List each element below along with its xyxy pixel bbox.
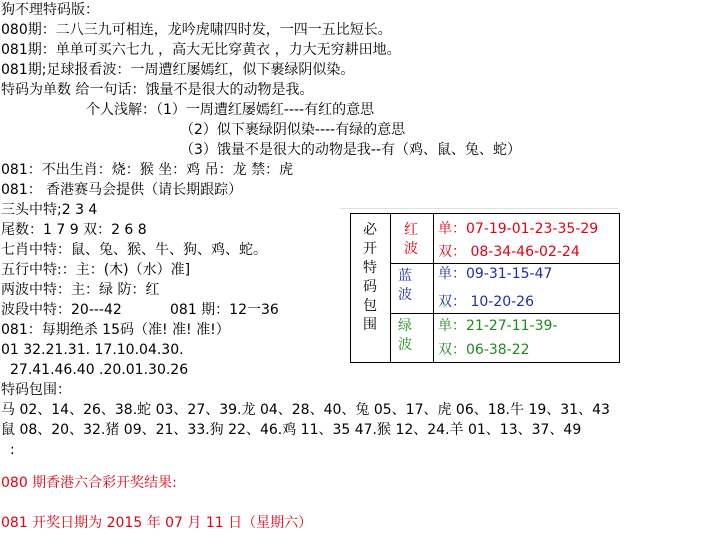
line-zodiac-numbers-1: 马 02、14、26、38.蛇 03、27、39.龙 04、28、40、兔 05、17、虎 06、18.牛 19、31、43	[1, 402, 610, 418]
line-seven-zodiac: 七肖中特：鼠、兔、猴、牛、狗、鸡、蛇。	[1, 242, 267, 258]
line-colon: :	[10, 442, 15, 458]
red-single: 单：07-19-01-23-35-29	[438, 221, 599, 237]
green-double: 双：06-38-22	[438, 342, 530, 358]
divider	[433, 213, 434, 363]
line-no-zodiac: 081：不出生肖：烧：猴 坐：鸡 吊：龙 禁：虎	[1, 162, 294, 178]
blue-double: 双： 10-20-26	[438, 294, 534, 310]
line-five-elements: 五行中特:：主：(木)（水）准]	[1, 262, 191, 278]
line-081-football: 081期;足球报看波：一周遭红屡嫣红，似下裹绿阴似染。	[1, 62, 355, 78]
line-numbers-1: 01 32.21.31. 17.10.04.30.	[1, 342, 184, 358]
green-single: 单：21-27-11-39-	[438, 318, 558, 334]
line-080-riddle: 080期：二八三九可相连，龙吟虎啸四时发，一四一五比短长。	[1, 22, 392, 38]
line-wave-range: 波段中特：20---42	[1, 302, 122, 318]
blue-wave-label: 蓝波	[398, 268, 412, 303]
divider	[390, 313, 620, 314]
header-title: 狗不理特码版：	[1, 2, 99, 18]
line-tail-numbers: 尾数：1 7 9 双：2 6 8	[1, 222, 147, 238]
wave-bag-table	[350, 213, 620, 363]
blue-single: 单：09-31-15-47	[438, 266, 553, 282]
line-zodiac-numbers-2: 鼠 08、20、32.猪 09、21、33.狗 22、46.鸡 11、35 47.猴 12、24.羊 01、13、37、49	[1, 422, 582, 438]
line-wave-range-081: 081 期：12一36	[170, 302, 279, 318]
red-double: 双： 08-34-46-02-24	[438, 244, 580, 260]
line-interpretation-2: （2）似下裹绿阴似染----有绿的意思	[180, 122, 406, 138]
green-wave-label: 绿波	[398, 318, 412, 353]
line-head-numbers: 三头中特;2 3 4	[1, 202, 98, 218]
line-interpretation-1: 个人浅解：（1）一周遭红屡嫣红----有红的意思	[86, 102, 375, 118]
line-bag-title: 特码包围：	[1, 382, 71, 398]
divider	[340, 208, 618, 209]
bag-title: 必开特码包围	[363, 222, 377, 333]
line-081-draw-date: 081 开奖日期为 2015 年 07 月 11 日（星期六）	[1, 515, 313, 531]
line-interpretation-3: （3）饿量不是很大的动物是我--有（鸡、鼠、兔、蛇）	[180, 142, 522, 158]
divider	[390, 263, 620, 264]
line-080-result: 080 期香港六合彩开奖结果:	[1, 475, 177, 491]
line-numbers-2: 27.41.46.40 .20.01.30.26	[10, 362, 189, 378]
line-jockey-club: 081： 香港赛马会提供（请长期跟踪）	[1, 182, 243, 198]
line-kill-numbers: 081：每期绝杀 15码（准! 准! 准!）	[1, 322, 230, 338]
line-two-waves: 两波中特：主：绿 防：红	[1, 282, 160, 298]
red-wave-label: 红波	[404, 222, 418, 257]
line-special-hint: 特码为单数 给一句话：饿量不是很大的动物是我。	[1, 82, 314, 98]
divider	[390, 213, 391, 363]
line-081-riddle: 081期：单单可买六七九 ，高大无比穿黄衣 ，力大无穷耕田地。	[1, 42, 401, 58]
